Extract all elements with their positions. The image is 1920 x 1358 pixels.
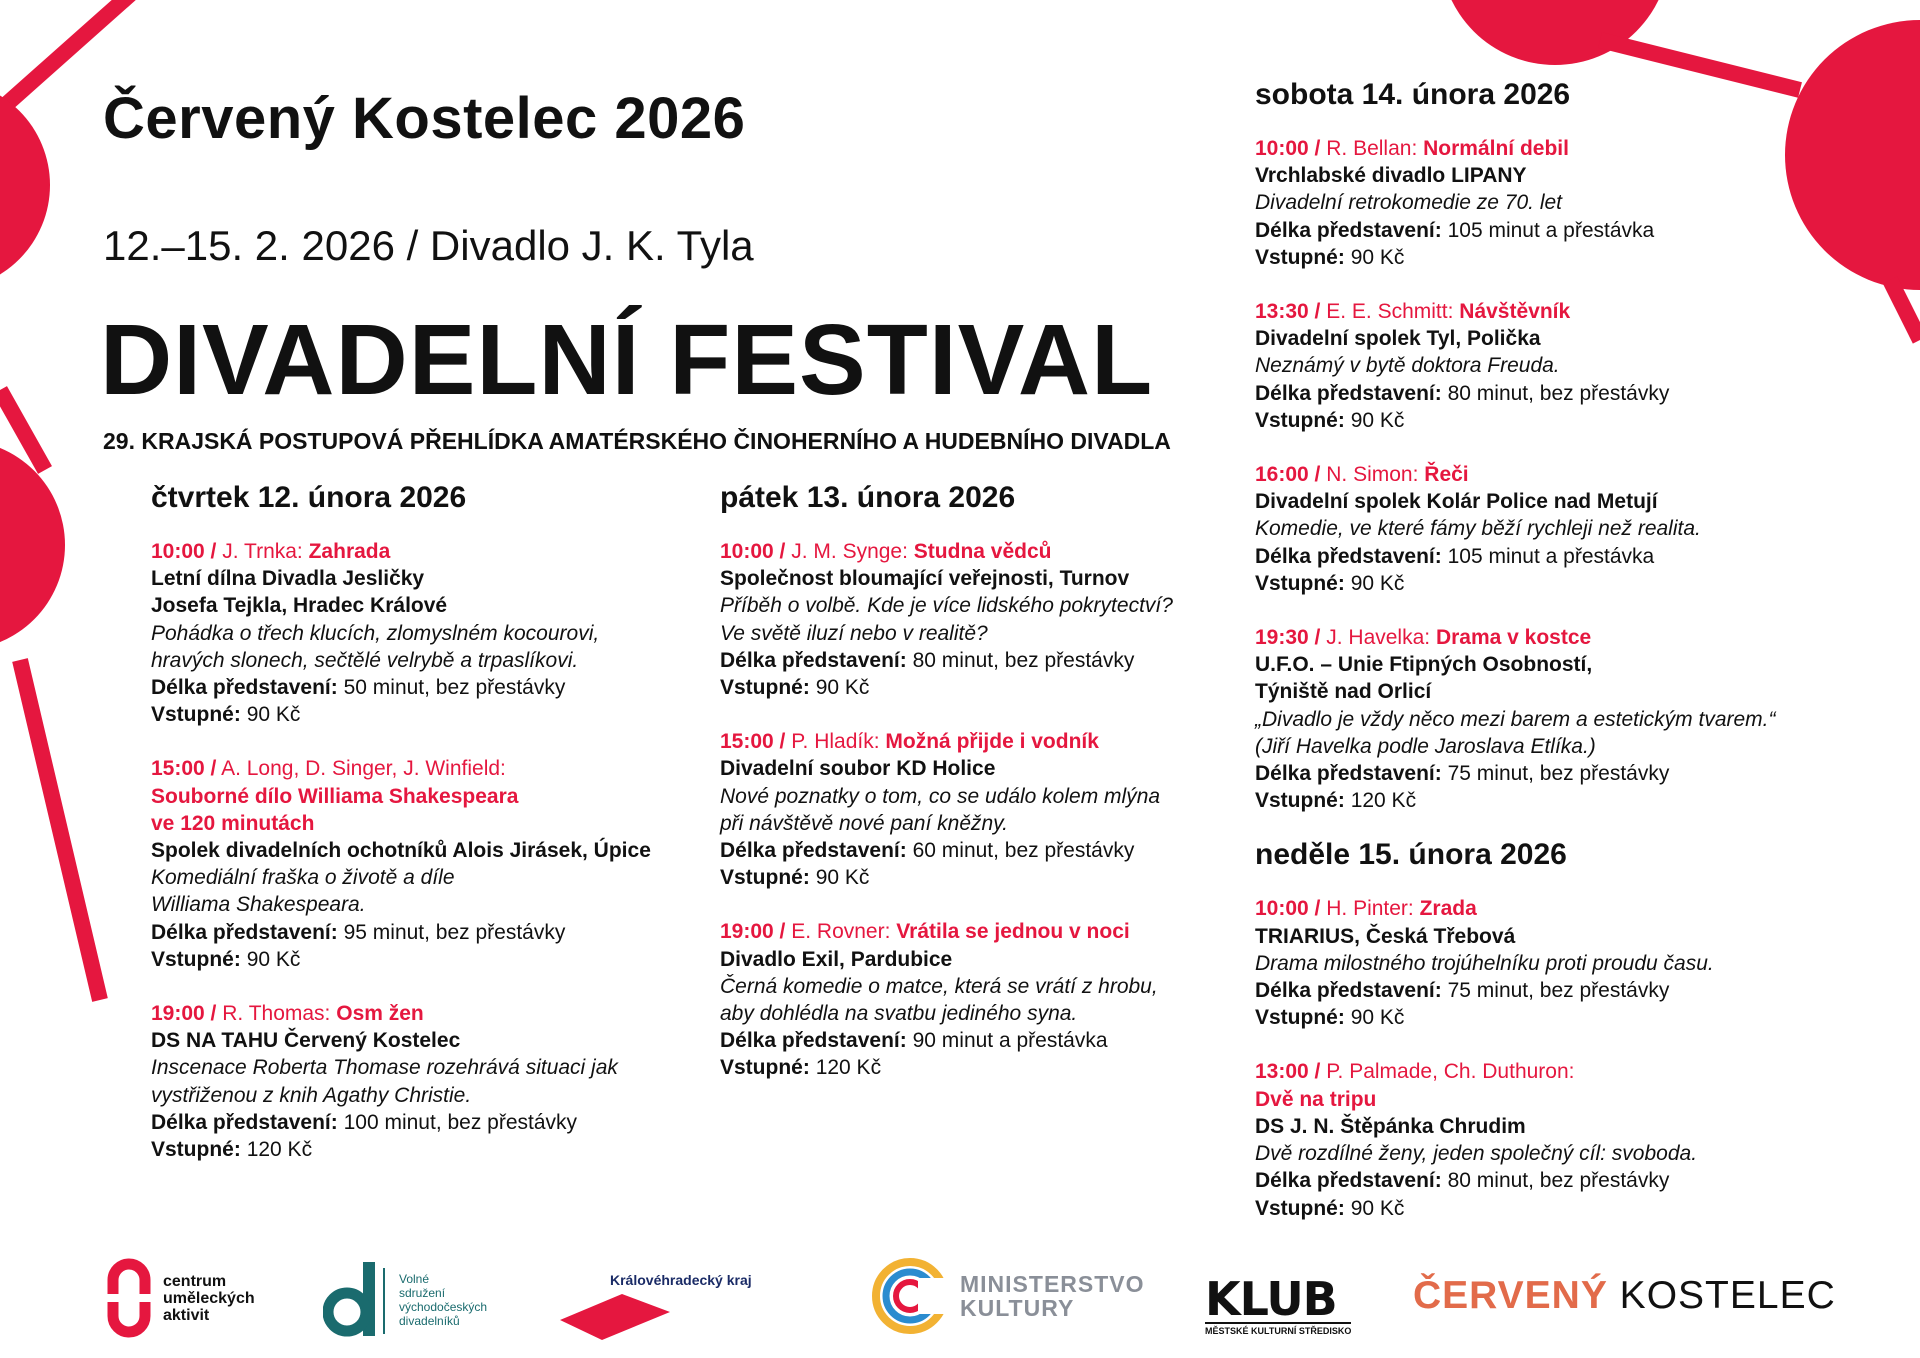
duration-label: Délka představení: bbox=[1255, 1169, 1442, 1193]
show-price bbox=[1255, 244, 1895, 271]
tagline: 29. KRAJSKÁ POSTUPOVÁ PŘEHLÍDKA AMATÉRSKÉHO ČINOHERNÍHO A HUDEBNÍHO DIVADLA bbox=[103, 428, 1171, 454]
show-entry bbox=[1255, 895, 1895, 1031]
show-duration bbox=[1255, 217, 1895, 244]
show-title: Zrada bbox=[1419, 897, 1477, 921]
day-heading: pátek 13. února 2026 bbox=[720, 481, 1016, 514]
duration-value: 50 minut, bez přestávky bbox=[343, 676, 566, 700]
price-value: 90 Kč bbox=[1350, 1006, 1405, 1030]
show-header-line bbox=[151, 755, 696, 782]
show-author: J. M. Synge: bbox=[791, 540, 908, 563]
klub-label: KLUB bbox=[1205, 1272, 1337, 1326]
show-author: J. Trnka: bbox=[222, 540, 303, 563]
show-title: Řeči bbox=[1424, 463, 1469, 487]
show-duration bbox=[1255, 543, 1895, 570]
show-author: R. Thomas: bbox=[222, 1002, 331, 1026]
price-value: 90 Kč bbox=[1350, 571, 1405, 595]
logo-ministerstvo-kultury bbox=[870, 1256, 1145, 1336]
day-heading: sobota 14. února 2026 bbox=[1255, 78, 1571, 111]
show-author: J. Havelka: bbox=[1326, 626, 1431, 650]
show-time: 15:00 / bbox=[151, 757, 217, 781]
logo-centrum-umeleckych-aktivit bbox=[105, 1258, 255, 1338]
logo-kralovehradecky-kraj bbox=[560, 1272, 800, 1342]
show-price bbox=[1255, 787, 1895, 814]
price-value: 120 Kč bbox=[815, 1056, 882, 1080]
show-description: Divadelní retrokomedie ze 70. let bbox=[1255, 191, 1562, 215]
show-author: H. Pinter: bbox=[1326, 897, 1414, 921]
price-label: Vstupné: bbox=[1255, 1006, 1345, 1030]
price-label: Vstupné: bbox=[1255, 408, 1345, 432]
duration-label: Délka představení: bbox=[720, 839, 907, 863]
show-time: 19:30 / bbox=[1255, 626, 1321, 650]
show-entry bbox=[1255, 135, 1895, 271]
show-company: DS J. N. Štěpánka Chrudim bbox=[1255, 1114, 1526, 1138]
show-header-line bbox=[720, 728, 1265, 755]
show-title-line: ve 120 minutách bbox=[151, 811, 315, 835]
price-value: 90 Kč bbox=[815, 676, 870, 700]
show-company: Vrchlabské divadlo LIPANY bbox=[1255, 164, 1527, 188]
show-header-line bbox=[1255, 461, 1895, 488]
kh-label: Královéhradecký kraj bbox=[610, 1272, 752, 1288]
partner-logos bbox=[0, 1250, 1920, 1350]
show-entry bbox=[720, 728, 1265, 891]
show-description: Neznámý v bytě doktora Freuda. bbox=[1255, 354, 1560, 378]
show-duration bbox=[1255, 380, 1895, 407]
show-duration bbox=[1255, 760, 1895, 787]
show-author: E. Rovner: bbox=[791, 920, 891, 944]
duration-label: Délka představení: bbox=[1255, 762, 1442, 786]
show-title: Osm žen bbox=[336, 1002, 424, 1026]
show-title: Vrátila se jednou v noci bbox=[896, 920, 1130, 944]
show-title-line: Dvě na tripu bbox=[1255, 1087, 1377, 1111]
show-entry bbox=[1255, 461, 1895, 597]
duration-value: 80 minut, bez přestávky bbox=[912, 648, 1135, 672]
duration-value: 75 minut, bez přestávky bbox=[1447, 979, 1670, 1003]
vs-mark-icon bbox=[323, 1262, 387, 1338]
show-header-line bbox=[1255, 298, 1895, 325]
show-entry bbox=[151, 755, 696, 973]
show-description: Williama Shakespeara. bbox=[151, 893, 366, 917]
show-company: Josefa Tejkla, Hradec Králové bbox=[151, 594, 448, 618]
show-company: Divadelní spolek Kolár Police nad Metují bbox=[1255, 490, 1658, 514]
show-duration bbox=[720, 837, 1265, 864]
show-description: Komedie, ve které fámy běží rychleji než realita. bbox=[1255, 517, 1701, 541]
show-duration bbox=[1255, 1167, 1895, 1194]
show-entry bbox=[1255, 1058, 1895, 1221]
show-time: 13:30 / bbox=[1255, 300, 1321, 324]
day-column-friday bbox=[720, 480, 1265, 1109]
show-company: Divadelní spolek Tyl, Polička bbox=[1255, 327, 1541, 351]
vs-label: Volné sdružení východočeských divadelníků bbox=[399, 1272, 488, 1328]
duration-value: 105 minut a přestávka bbox=[1447, 218, 1655, 242]
show-duration bbox=[720, 1027, 1265, 1054]
klub-sublabel: MĚSTSKÉ KULTURNÍ STŘEDISKO bbox=[1205, 1322, 1351, 1336]
show-description: (Jiří Havelka podle Jaroslava Etlíka.) bbox=[1255, 734, 1596, 758]
show-entry bbox=[1255, 624, 1895, 814]
price-label: Vstupné: bbox=[720, 1056, 810, 1080]
price-value: 90 Kč bbox=[1350, 245, 1405, 269]
duration-value: 75 minut, bez přestávky bbox=[1447, 762, 1670, 786]
show-description: Dvě rozdílné ženy, jeden společný cíl: svoboda. bbox=[1255, 1142, 1698, 1166]
show-entry bbox=[1255, 298, 1895, 434]
show-title: Zahrada bbox=[308, 540, 391, 563]
show-title: Návštěvník bbox=[1459, 300, 1571, 324]
duration-label: Délka představení: bbox=[720, 1029, 907, 1053]
duration-value: 100 minut, bez přestávky bbox=[343, 1110, 578, 1134]
show-header-line bbox=[151, 1000, 696, 1027]
show-description: Černá komedie o matce, která se vrátí z hrobu, bbox=[720, 974, 1158, 998]
duration-label: Délka představení: bbox=[720, 648, 907, 672]
show-description: vystřiženou z knih Agathy Christie. bbox=[151, 1083, 472, 1107]
duration-label: Délka představení: bbox=[151, 1110, 338, 1134]
show-entry bbox=[151, 538, 696, 728]
price-value: 90 Kč bbox=[1350, 1196, 1405, 1220]
show-price bbox=[1255, 1195, 1895, 1222]
show-time: 10:00 / bbox=[1255, 897, 1321, 921]
duration-value: 95 minut, bez přestávky bbox=[343, 920, 566, 944]
kh-mark-icon bbox=[560, 1294, 670, 1340]
show-author: R. Bellan: bbox=[1326, 137, 1418, 160]
show-duration bbox=[151, 674, 696, 701]
show-header-line bbox=[151, 538, 696, 565]
price-value: 90 Kč bbox=[815, 866, 870, 890]
show-description: Inscenace Roberta Thomase rozehrává situaci jak bbox=[151, 1056, 618, 1080]
show-description: hravých slonech, sečtělé velrybě a trpaslíkovi. bbox=[151, 648, 579, 672]
price-label: Vstupné: bbox=[720, 676, 810, 700]
duration-label: Délka představení: bbox=[1255, 544, 1442, 568]
show-entry bbox=[151, 1000, 696, 1163]
show-header-line bbox=[1255, 895, 1895, 922]
cua-label: centrum uměleckých aktivit bbox=[163, 1272, 255, 1324]
price-label: Vstupné: bbox=[1255, 1196, 1345, 1220]
show-time: 10:00 / bbox=[1255, 137, 1321, 160]
show-description: Ve světě iluzí nebo v realitě? bbox=[720, 621, 988, 645]
price-label: Vstupné: bbox=[151, 1138, 241, 1162]
duration-value: 105 minut a přestávka bbox=[1447, 544, 1655, 568]
logo-klub bbox=[1205, 1272, 1352, 1336]
day-column-saturday-sunday bbox=[1255, 77, 1895, 1249]
show-title: Studna vědců bbox=[913, 540, 1052, 563]
show-author: A. Long, D. Singer, J. Winfield: bbox=[221, 757, 506, 781]
show-time: 19:00 / bbox=[151, 1002, 217, 1026]
duration-label: Délka představení: bbox=[1255, 381, 1442, 405]
page-title: Červený Kostelec 2026 bbox=[103, 86, 746, 151]
price-value: 90 Kč bbox=[246, 947, 301, 971]
show-description: Komediální fraška o životě a díle bbox=[151, 866, 455, 890]
duration-value: 80 minut, bez přestávky bbox=[1447, 381, 1670, 405]
logo-volne-sdruzeni bbox=[323, 1262, 487, 1338]
price-label: Vstupné: bbox=[151, 703, 241, 727]
duration-value: 60 minut, bez přestávky bbox=[912, 839, 1135, 863]
show-duration bbox=[720, 647, 1265, 674]
show-price bbox=[720, 1054, 1265, 1081]
show-author: N. Simon: bbox=[1326, 463, 1419, 487]
price-label: Vstupné: bbox=[151, 947, 241, 971]
show-time: 10:00 / bbox=[151, 540, 217, 563]
show-header-line bbox=[1255, 624, 1895, 651]
show-title: Drama v kostce bbox=[1435, 626, 1592, 650]
show-author: P. Hladík: bbox=[791, 730, 880, 754]
show-company: Divadlo Exil, Pardubice bbox=[720, 947, 953, 971]
show-company: Týniště nad Orlicí bbox=[1255, 680, 1432, 704]
mk-mark-icon bbox=[870, 1256, 950, 1336]
show-description: Drama milostného trojúhelníku proti proudu času. bbox=[1255, 951, 1714, 975]
show-price bbox=[1255, 1004, 1895, 1031]
price-value: 120 Kč bbox=[246, 1138, 313, 1162]
show-price bbox=[720, 864, 1265, 891]
show-price bbox=[1255, 570, 1895, 597]
festival-name: DIVADELNÍ FESTIVAL bbox=[100, 304, 1154, 416]
show-header-line bbox=[1255, 135, 1895, 162]
cua-mark-icon bbox=[105, 1258, 153, 1338]
show-title: Možná přijde i vodník bbox=[885, 730, 1099, 754]
day-heading: neděle 15. února 2026 bbox=[1255, 838, 1567, 872]
show-duration bbox=[1255, 977, 1895, 1004]
show-author: P. Palmade, Ch. Duthuron: bbox=[1326, 1060, 1575, 1084]
mk-label: MINISTERSTVO KULTURY bbox=[960, 1271, 1145, 1321]
show-title: Normální debil bbox=[1423, 137, 1569, 160]
subtitle: 12.–15. 2. 2026 / Divadlo J. K. Tyla bbox=[103, 222, 754, 269]
show-description: při návštěvě nové paní kněžny. bbox=[720, 811, 1008, 835]
show-header-line bbox=[720, 538, 1265, 565]
price-value: 120 Kč bbox=[1350, 789, 1417, 813]
day-column-thursday bbox=[151, 480, 696, 1190]
ck-label-red: ČERVENÝ bbox=[1413, 1274, 1608, 1317]
show-company: TRIARIUS, Česká Třebová bbox=[1255, 924, 1516, 948]
day-heading: čtvrtek 12. února 2026 bbox=[151, 481, 467, 514]
price-value: 90 Kč bbox=[1350, 408, 1405, 432]
show-description: Příběh o volbě. Kde je více lidského pokrytectví? bbox=[720, 594, 1173, 618]
price-value: 90 Kč bbox=[246, 703, 301, 727]
show-price bbox=[151, 701, 696, 728]
show-company: U.F.O. – Unie Ftipných Osobností, bbox=[1255, 653, 1593, 677]
price-label: Vstupné: bbox=[1255, 789, 1345, 813]
price-label: Vstupné: bbox=[720, 866, 810, 890]
show-duration bbox=[151, 1109, 696, 1136]
ck-label: KOSTELEC bbox=[1607, 1274, 1836, 1317]
show-duration bbox=[151, 919, 696, 946]
show-price bbox=[151, 1136, 696, 1163]
show-title-line: Souborné dílo Williama Shakespeara bbox=[151, 784, 519, 808]
show-description: „Divadlo je vždy něco mezi barem a estetickým tvarem.“ bbox=[1255, 707, 1776, 731]
show-price bbox=[1255, 407, 1895, 434]
duration-label: Délka představení: bbox=[1255, 979, 1442, 1003]
price-label: Vstupné: bbox=[1255, 245, 1345, 269]
show-company: DS NA TAHU Červený Kostelec bbox=[151, 1029, 461, 1053]
show-time: 19:00 / bbox=[720, 920, 786, 944]
show-company: Letní dílna Divadla Jesličky bbox=[151, 567, 425, 591]
show-description: aby dohlédla na svatbu jediného syna. bbox=[720, 1002, 1078, 1026]
show-entry bbox=[720, 918, 1265, 1081]
show-price bbox=[720, 674, 1265, 701]
price-label: Vstupné: bbox=[1255, 571, 1345, 595]
show-author: E. E. Schmitt: bbox=[1326, 300, 1454, 324]
duration-label: Délka představení: bbox=[151, 676, 338, 700]
show-company: Divadelní soubor KD Holice bbox=[720, 757, 996, 781]
show-time: 16:00 / bbox=[1255, 463, 1321, 487]
show-header-line bbox=[720, 918, 1265, 945]
duration-label: Délka představení: bbox=[151, 920, 338, 944]
show-description: Pohádka o třech klucích, zlomyslném kocourovi, bbox=[151, 621, 600, 645]
show-price bbox=[151, 946, 696, 973]
logo-cerveny-kostelec bbox=[1413, 1274, 1836, 1318]
show-description: Nové poznatky o tom, co se událo kolem mlýna bbox=[720, 784, 1161, 808]
show-company: Spolek divadelních ochotníků Alois Jirásek, Úpice bbox=[151, 839, 651, 863]
duration-value: 80 minut, bez přestávky bbox=[1447, 1169, 1670, 1193]
show-time: 10:00 / bbox=[720, 540, 786, 563]
show-time: 13:00 / bbox=[1255, 1060, 1321, 1084]
show-entry bbox=[720, 538, 1265, 701]
duration-value: 90 minut a přestávka bbox=[912, 1029, 1108, 1053]
show-time: 15:00 / bbox=[720, 730, 786, 754]
show-header-line bbox=[1255, 1058, 1895, 1085]
show-company: Společnost bloumající veřejnosti, Turnov bbox=[720, 567, 1130, 591]
duration-label: Délka představení: bbox=[1255, 218, 1442, 242]
